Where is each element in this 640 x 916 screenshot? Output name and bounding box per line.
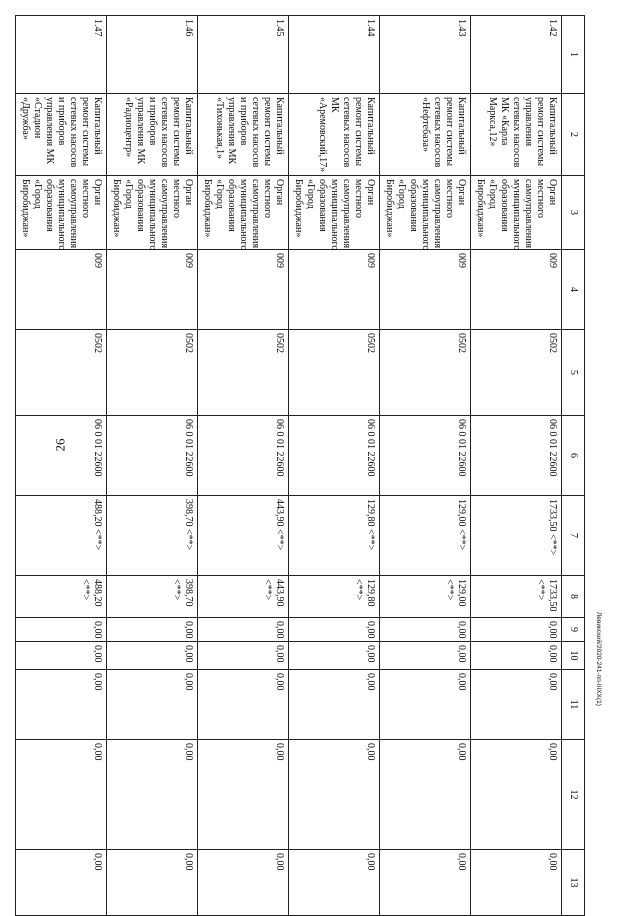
- amount-cell: 1733,50 <**>: [471, 496, 562, 576]
- amount-cell: 0,00: [380, 618, 471, 642]
- code-cell: 009: [380, 250, 471, 330]
- column-header: 4: [562, 250, 585, 330]
- code-cell: 0502: [16, 330, 107, 416]
- column-header: 9: [562, 618, 585, 642]
- amount-cell: 488,20 <**>: [16, 576, 107, 618]
- column-header: 5: [562, 330, 585, 416]
- row-number: 1.47: [16, 16, 107, 94]
- row-number: 1.44: [289, 16, 380, 94]
- column-header: 10: [562, 642, 585, 670]
- code-cell: 0502: [380, 330, 471, 416]
- amount-cell: 398,70 <**>: [107, 496, 198, 576]
- work-description: Капитальный ремонт системы управления сетевых насосов МК «Карла Маркса,12»: [471, 94, 562, 176]
- responsible-body: Орган местного самоуправления муниципального образования «Город Биробиджан»: [289, 176, 380, 250]
- code-cell: 06 0 01 22600: [471, 416, 562, 496]
- table-row: [16, 16, 107, 916]
- amount-cell: 0,00: [289, 670, 380, 740]
- code-cell: 009: [198, 250, 289, 330]
- column-header: 3: [562, 176, 585, 250]
- footer-code: Левикский/2020-241-пп-IIIXX(1): [595, 612, 602, 706]
- amount-cell: 0,00: [16, 618, 107, 642]
- amount-cell: 0,00: [107, 670, 198, 740]
- table-row: [471, 16, 562, 916]
- work-description: Капитальный ремонт системы сетевых насосов МК «Аремовский,17»: [289, 94, 380, 176]
- amount-cell: 0,00: [289, 618, 380, 642]
- code-cell: 06 0 01 22600: [289, 416, 380, 496]
- column-header: 2: [562, 94, 585, 176]
- amount-cell: 398,70 <**>: [107, 576, 198, 618]
- code-cell: 009: [471, 250, 562, 330]
- column-header: 12: [562, 740, 585, 850]
- work-description: Капитальный ремонт системы сетевых насосов и приборов управления МК «Радиоцентр»: [107, 94, 198, 176]
- column-number-row: [562, 16, 585, 916]
- code-cell: 0502: [198, 330, 289, 416]
- amount-cell: 0,00: [107, 642, 198, 670]
- amount-cell: 0,00: [380, 850, 471, 916]
- amount-cell: 129,80 <**>: [289, 496, 380, 576]
- amount-cell: 0,00: [471, 670, 562, 740]
- amount-cell: 0,00: [471, 642, 562, 670]
- amount-cell: 443,90 <**>: [198, 496, 289, 576]
- responsible-body: Орган местного самоуправления муниципального образования «Город Биробиджан»: [471, 176, 562, 250]
- code-cell: 009: [289, 250, 380, 330]
- amount-cell: 129,80 <**>: [289, 576, 380, 618]
- amount-cell: 0,00: [198, 740, 289, 850]
- amount-cell: 0,00: [289, 642, 380, 670]
- amount-cell: 0,00: [289, 850, 380, 916]
- column-header: 8: [562, 576, 585, 618]
- amount-cell: 0,00: [380, 740, 471, 850]
- row-number: 1.46: [107, 16, 198, 94]
- code-cell: 06 0 01 22600: [107, 416, 198, 496]
- work-description: Капитальный ремонт системы сетевых насосов и приборов управления МК «Тихонькая,1»: [198, 94, 289, 176]
- amount-cell: 0,00: [107, 740, 198, 850]
- code-cell: 0502: [289, 330, 380, 416]
- amount-cell: 1733,50 <**>: [471, 576, 562, 618]
- code-cell: 06 0 01 22600: [198, 416, 289, 496]
- column-header: 7: [562, 496, 585, 576]
- amount-cell: 0,00: [107, 618, 198, 642]
- amount-cell: 0,00: [198, 642, 289, 670]
- column-header: 13: [562, 850, 585, 916]
- amount-cell: 129,00 <**>: [380, 496, 471, 576]
- code-cell: 06 0 01 22600: [16, 416, 107, 496]
- amount-cell: 443,90 <**>: [198, 576, 289, 618]
- amount-cell: 0,00: [471, 618, 562, 642]
- amount-cell: 0,00: [16, 670, 107, 740]
- budget-table: [15, 15, 585, 916]
- amount-cell: 0,00: [16, 740, 107, 850]
- amount-cell: 0,00: [380, 670, 471, 740]
- amount-cell: 0,00: [289, 740, 380, 850]
- amount-cell: 0,00: [198, 618, 289, 642]
- column-header: 11: [562, 670, 585, 740]
- responsible-body: Орган местного самоуправления муниципального образования «Город Биробиджан»: [380, 176, 471, 250]
- column-header: 6: [562, 416, 585, 496]
- amount-cell: 0,00: [198, 850, 289, 916]
- row-number: 1.43: [380, 16, 471, 94]
- amount-cell: 0,00: [380, 642, 471, 670]
- table-row: [289, 16, 380, 916]
- responsible-body: Орган местного самоуправления муниципального образования «Город Биробиджан»: [16, 176, 107, 250]
- amount-cell: 0,00: [16, 642, 107, 670]
- amount-cell: 0,00: [471, 740, 562, 850]
- table-row: [107, 16, 198, 916]
- amount-cell: 0,00: [471, 850, 562, 916]
- column-header: 1: [562, 16, 585, 94]
- row-number: 1.42: [471, 16, 562, 94]
- code-cell: 0502: [471, 330, 562, 416]
- code-cell: 009: [107, 250, 198, 330]
- responsible-body: Орган местного самоуправления муниципального образования «Город Биробиджан»: [198, 176, 289, 250]
- work-description: Капитальный ремонт системы сетевых насосов и приборов управления МК «Стадион «Дружба»: [16, 94, 107, 176]
- rotated-table-container: [20, 15, 585, 895]
- amount-cell: 0,00: [16, 850, 107, 916]
- amount-cell: 129,00 <**>: [380, 576, 471, 618]
- amount-cell: 488,20 <**>: [16, 496, 107, 576]
- amount-cell: 0,00: [198, 670, 289, 740]
- code-cell: 009: [16, 250, 107, 330]
- amount-cell: 0,00: [107, 850, 198, 916]
- work-description: Капитальный ремонт системы сетевых насосов «Нефтебаза»: [380, 94, 471, 176]
- document-footer: [592, 612, 604, 882]
- page-number: 26: [52, 438, 67, 452]
- code-cell: 06 0 01 22600: [380, 416, 471, 496]
- table-row: [198, 16, 289, 916]
- row-number: 1.45: [198, 16, 289, 94]
- code-cell: 0502: [107, 330, 198, 416]
- table-row: [380, 16, 471, 916]
- responsible-body: Орган местного самоуправления муниципального образования «Город Биробиджан»: [107, 176, 198, 250]
